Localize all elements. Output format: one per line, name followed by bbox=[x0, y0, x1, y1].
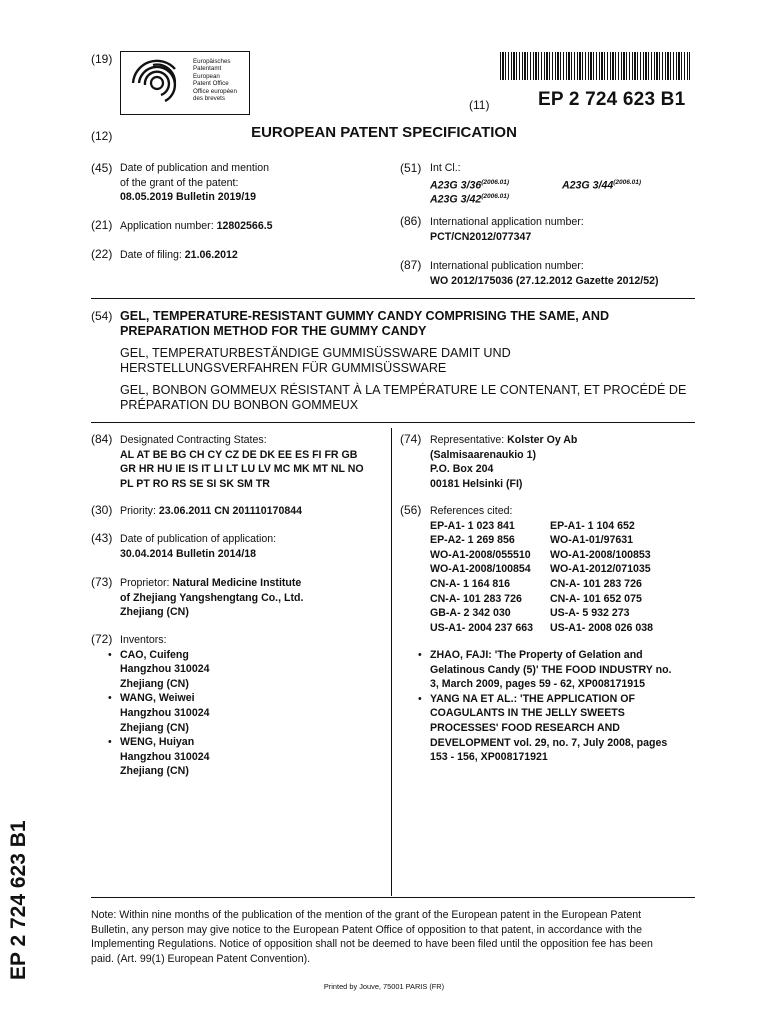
inventor-item: • WENG, Huiyan Hangzhou 310024 Zhejiang (CN) bbox=[108, 736, 210, 778]
code-51: (51) bbox=[400, 161, 422, 175]
representative-field: Representative: Kolster Oy Ab (Salmisaarenaukio 1) P.O. Box 204 00181 Helsinki (FI) bbox=[430, 434, 578, 490]
code-11: (11) bbox=[469, 98, 490, 112]
filing-date-field: Date of filing: 21.06.2012 bbox=[120, 249, 238, 261]
reference: GB-A- 2 342 030 bbox=[430, 607, 511, 620]
patent-references bbox=[430, 519, 690, 636]
code-84: (84) bbox=[91, 432, 113, 446]
inventors-field: Inventors: • CAO, Cuifeng Hangzhou 310024 Zhejiang (CN) • WANG, Weiwei Hangzhou 310024 Zhejiang (CN) • WENG, Huiyan Hangzhou 310024 Zhejiang (CN) bbox=[108, 634, 210, 778]
code-45: (45) bbox=[91, 161, 113, 175]
reference: CN-A- 101 652 075 bbox=[550, 592, 642, 605]
reference: CN-A- 101 283 726 bbox=[550, 577, 642, 590]
column-divider bbox=[391, 428, 392, 896]
code-87: (87) bbox=[400, 258, 422, 272]
npl-reference: • ZHAO, FAJI: 'The Property of Gelation and Gelatinous Candy (5)' THE FOOD INDUSTRY no. 3, March 2009, pages 59 - 62, XP008171915 bbox=[418, 649, 672, 691]
reference: US-A- 5 932 273 bbox=[550, 607, 630, 620]
application-publication-field: Date of publication of application: 30.04.2014 Bulletin 2014/18 bbox=[120, 533, 277, 560]
title-french: GEL, BONBON GOMMEUX RÉSISTANT À LA TEMPÉRATURE LE CONTENANT, ET PROCÉDÉ DE PRÉPARATION DU BONBON GOMMEUX bbox=[120, 383, 687, 412]
divider-top bbox=[91, 298, 695, 299]
divider-bottom bbox=[91, 897, 695, 898]
title-english: GEL, TEMPERATURE-RESISTANT GUMMY CANDY COMPRISING THE SAME, AND PREPARATION METHOD FOR THE GUMMY CANDY bbox=[120, 309, 610, 338]
epo-logo bbox=[120, 51, 250, 115]
reference: WO-A1-2012/071035 bbox=[550, 563, 651, 576]
international-application-field: International application number: PCT/CN2012/077347 bbox=[430, 216, 584, 243]
inventor-item: • WANG, Weiwei Hangzhou 310024 Zhejiang (CN) bbox=[108, 692, 210, 734]
barcode bbox=[500, 52, 690, 80]
references-field: References cited: EP-A1- 1 023 841 EP-A1- 1 104 652 EP-A2- 1 269 856 WO-A1-01/97631 WO-A1-2008/055510 WO-A1-2008/100853 WO-A1-2008/100854 WO-A1-2012/071035 CN-A- 1 164 816 CN-A- 101 283 726 CN-A- 101 283 726 CN-A- 101 652 075 GB-A- 2 342 030 US-A- 5 932 273 US-A1- 2004 237 663 US-A1- 2008 026 038 bbox=[430, 504, 690, 635]
code-21: (21) bbox=[91, 218, 113, 232]
reference: WO-A1-2008/100853 bbox=[550, 548, 651, 561]
reference: EP-A1- 1 104 652 bbox=[550, 519, 635, 532]
reference: WO-A1-2008/100854 bbox=[430, 563, 531, 576]
code-22: (22) bbox=[91, 247, 113, 261]
title-german: GEL, TEMPERATURBESTÄNDIGE GUMMISÜSSWARE DAMIT UND HERSTELLUNGSVERFAHREN FÜR GUMMISÜSSWARE bbox=[120, 346, 511, 375]
office-names: Europäisches Patentamt European Patent Office Office européen des brevets bbox=[193, 58, 237, 103]
opposition-note: Note: Within nine months of the publication of the mention of the grant of the European patent in the European Patent Bulletin, any person may give notice to the European Patent Office of opposition to that patent, in accordance with the Implementing Regulations. Notice of opposition shall not be deemed to have been filed until the opposition fee has been paid. (Art. 99(1) European Patent Convention). bbox=[91, 909, 653, 965]
document-type-title: EUROPEAN PATENT SPECIFICATION bbox=[251, 124, 517, 141]
reference: US-A1- 2008 026 038 bbox=[550, 621, 654, 634]
grant-publication-field: Date of publication and mention of the grant of the patent: 08.05.2019 Bulletin 2019/19 bbox=[120, 162, 270, 204]
npl-references bbox=[418, 648, 700, 765]
code-54: (54) bbox=[91, 309, 113, 323]
reference: WO-A1-01/97631 bbox=[550, 534, 634, 547]
divider-middle bbox=[91, 422, 695, 423]
proprietor-field: Proprietor: Natural Medicine Institute of Zhejiang Yangshengtang Co., Ltd. Zhejiang (CN) bbox=[120, 577, 304, 619]
reference: CN-A- 101 283 726 bbox=[430, 592, 522, 605]
code-19: (19) bbox=[91, 52, 113, 66]
international-publication-field: International publication number: WO 2012/175036 (27.12.2012 Gazette 2012/52) bbox=[430, 260, 659, 287]
priority-field: Priority: 23.06.2011 CN 201110170844 bbox=[120, 505, 303, 517]
code-56: (56) bbox=[400, 503, 422, 517]
code-74: (74) bbox=[400, 432, 422, 446]
title-block bbox=[120, 309, 700, 413]
side-publication-number: EP 2 724 623 B1 bbox=[7, 820, 30, 980]
reference: US-A1- 2004 237 663 bbox=[430, 621, 534, 634]
reference: CN-A- 1 164 816 bbox=[430, 577, 511, 590]
reference: EP-A2- 1 269 856 bbox=[430, 534, 515, 547]
code-12: (12) bbox=[91, 129, 113, 143]
inventor-item: • CAO, Cuifeng Hangzhou 310024 Zhejiang (CN) bbox=[108, 648, 210, 690]
code-86: (86) bbox=[400, 214, 422, 228]
code-43: (43) bbox=[91, 531, 113, 545]
code-72: (72) bbox=[91, 632, 113, 646]
printer-footer: Printed by Jouve, 75001 PARIS (FR) bbox=[323, 982, 445, 991]
epo-emblem-icon bbox=[123, 53, 187, 115]
reference: WO-A1-2008/055510 bbox=[430, 548, 531, 561]
designated-states-field: Designated Contracting States: AL AT BE BG CH CY CZ DE DK EE ES FI FR GB GR HR HU IE IS IT LI LT LU LV MC MK MT NL NO PL PT RO RS SE SI SK SM TR bbox=[120, 434, 364, 490]
npl-reference: • YANG NA ET AL.: 'THE APPLICATION OF COAGULANTS IN THE JELLY SWEETS PROCESSES' FOOD RESEARCH AND DEVELOPMENT vol. 29, no. 7, July 2008, pages 153 - 156, XP008171921 bbox=[418, 692, 668, 764]
publication-number: EP 2 724 623 B1 bbox=[538, 89, 686, 110]
code-30: (30) bbox=[91, 503, 113, 517]
application-number-field: Application number: 12802566.5 bbox=[120, 220, 273, 232]
code-73: (73) bbox=[91, 575, 113, 589]
reference: EP-A1- 1 023 841 bbox=[430, 519, 515, 532]
int-cl-field: Int Cl.: A23G $3/36^{(2006.01)}$ A23G $3/44^{(2006.01)}$ A23G $3/42^{(2006.01)}$ bbox=[430, 162, 642, 206]
